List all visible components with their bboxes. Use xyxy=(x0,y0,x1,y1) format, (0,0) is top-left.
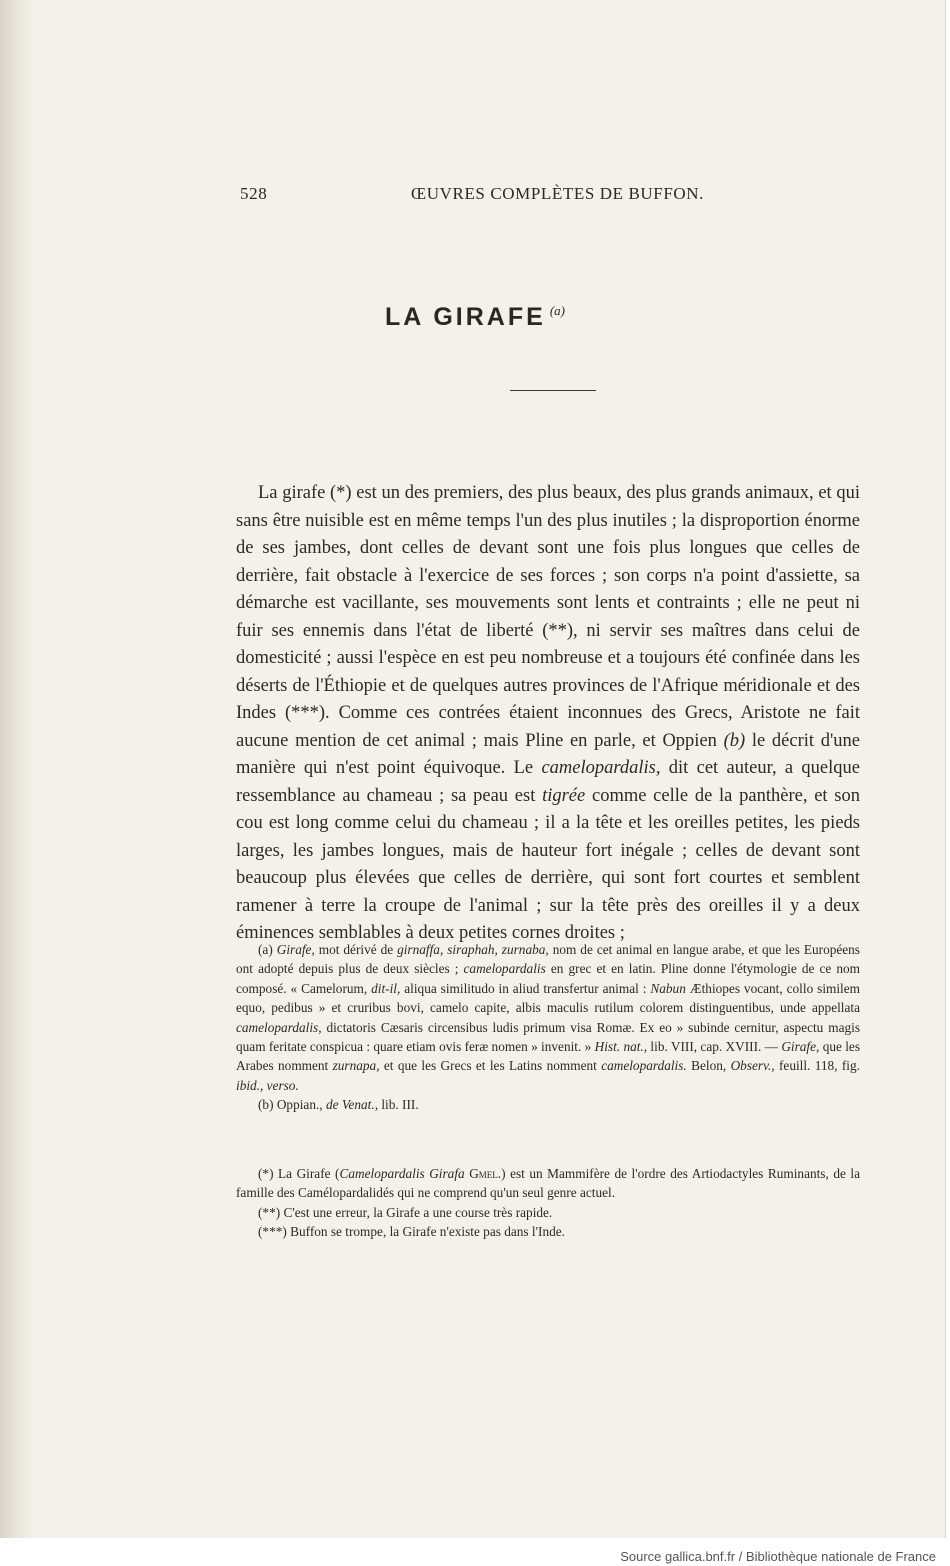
footnote-b: (b) Oppian., de Venat., lib. III. xyxy=(258,1097,419,1113)
running-title: ŒUVRES COMPLÈTES DE BUFFON. xyxy=(411,184,704,203)
editor-footnotes xyxy=(236,940,860,1115)
footnote-star-1: (*) La Girafe (Camelopardalis Girafa Gmel.) est un Mammifère de l'ordre des Artiodactyles Ruminants, de la famille des Camélopardalidés qui ne comprend qu'un seul genre actuel. xyxy=(236,1166,860,1201)
scientific-footnotes xyxy=(236,1164,860,1242)
source-credit: Source gallica.bnf.fr / Bibliothèque nationale de France xyxy=(620,1549,936,1564)
page-number: 528 xyxy=(240,184,268,203)
paragraph: La girafe (*) est un des premiers, des plus beaux, des plus grands animaux, et qui sans être nuisible est en même temps l'un des plus inutiles ; la disproportion énorme de ses jambes, dont celles de devant sont une fois plus longues que celles de derrière, fait obstacle à l'exercice de ses forces ; son corps n'a point d'assiette, sa démarche est vacillante, ses mouvements sont lents et contraints ; elle ne peut ni fuir ses ennemis dans l'état de liberté (**), ni servir ses maîtres dans celui de domesticité ; aussi l'espèce en est peu nombreuse et a toujours été confinée dans les déserts de l'Éthiopie et de quelques autres provinces de l'Afrique méridionale et des Indes (***). Comme ces contrées étaient inconnues des Grecs, Aristote ne fait aucune mention de cet animal ; mais Pline en parle, et Oppien (b) le décrit d'une manière qui n'est point équivoque. Le camelopardalis, dit cet auteur, a quelque ressemblance au chameau ; sa peau est tigrée comme celle de la panthère, et son cou est long comme celui du chameau ; il a la tête et les oreilles petites, les pieds larges, les jambes longues, mais de hauteur fort inégale ; celles de devant sont beaucoup plus élevées que celles de derrière, qui sont fort courtes et semblent ramener à terre la croupe de l'animal ; sur la tête près des oreilles il y a deux éminences semblables à deux petites cornes droites ; xyxy=(236,483,860,943)
title-note-ref: (a) xyxy=(549,303,565,318)
chapter-title-text: LA GIRAFE xyxy=(385,303,546,331)
footnote-a: (a) Girafe, mot dérivé de girnaffa, siraphah, zurnaba, nom de cet animal en langue arabe, et que les Européens ont adopté depuis plus de deux siècles ; camelopardalis en grec et en latin. Pline donne l'étymologie de ce nom composé. « Camelorum, dit-il, aliqua similitudo in aliud transfertur animal : Nabun Æthiopes vocant, collo similem equo, pedibus » et cruribus bovi, camelo capite, albis maculis rutilum colorem distinguentibus, unde appellata camelopardalis, dictatoris Cæsaris circensibus ludis primum visa Romæ. Ex eo » subinde cernitur, aspectu magis quam feritate conspicua : quare etiam ovis feræ nomen » invenit. » Hist. nat., lib. VIII, cap. XVIII. — Girafe, que les Arabes nomment zurnapa, et que les Grecs et les Latins nomment camelopardalis. Belon, Observ., feuill. 118, fig. ibid., verso. xyxy=(236,942,860,1093)
running-header xyxy=(236,184,704,208)
footnote-star-3: (***) Buffon se trompe, la Girafe n'existe pas dans l'Inde. xyxy=(258,1224,565,1240)
page-gutter-shadow xyxy=(0,0,36,1538)
body-text xyxy=(236,480,860,948)
chapter-title xyxy=(0,303,950,332)
footnote-star-2: (**) C'est une erreur, la Girafe a une course très rapide. xyxy=(258,1204,553,1220)
title-rule xyxy=(510,390,596,391)
